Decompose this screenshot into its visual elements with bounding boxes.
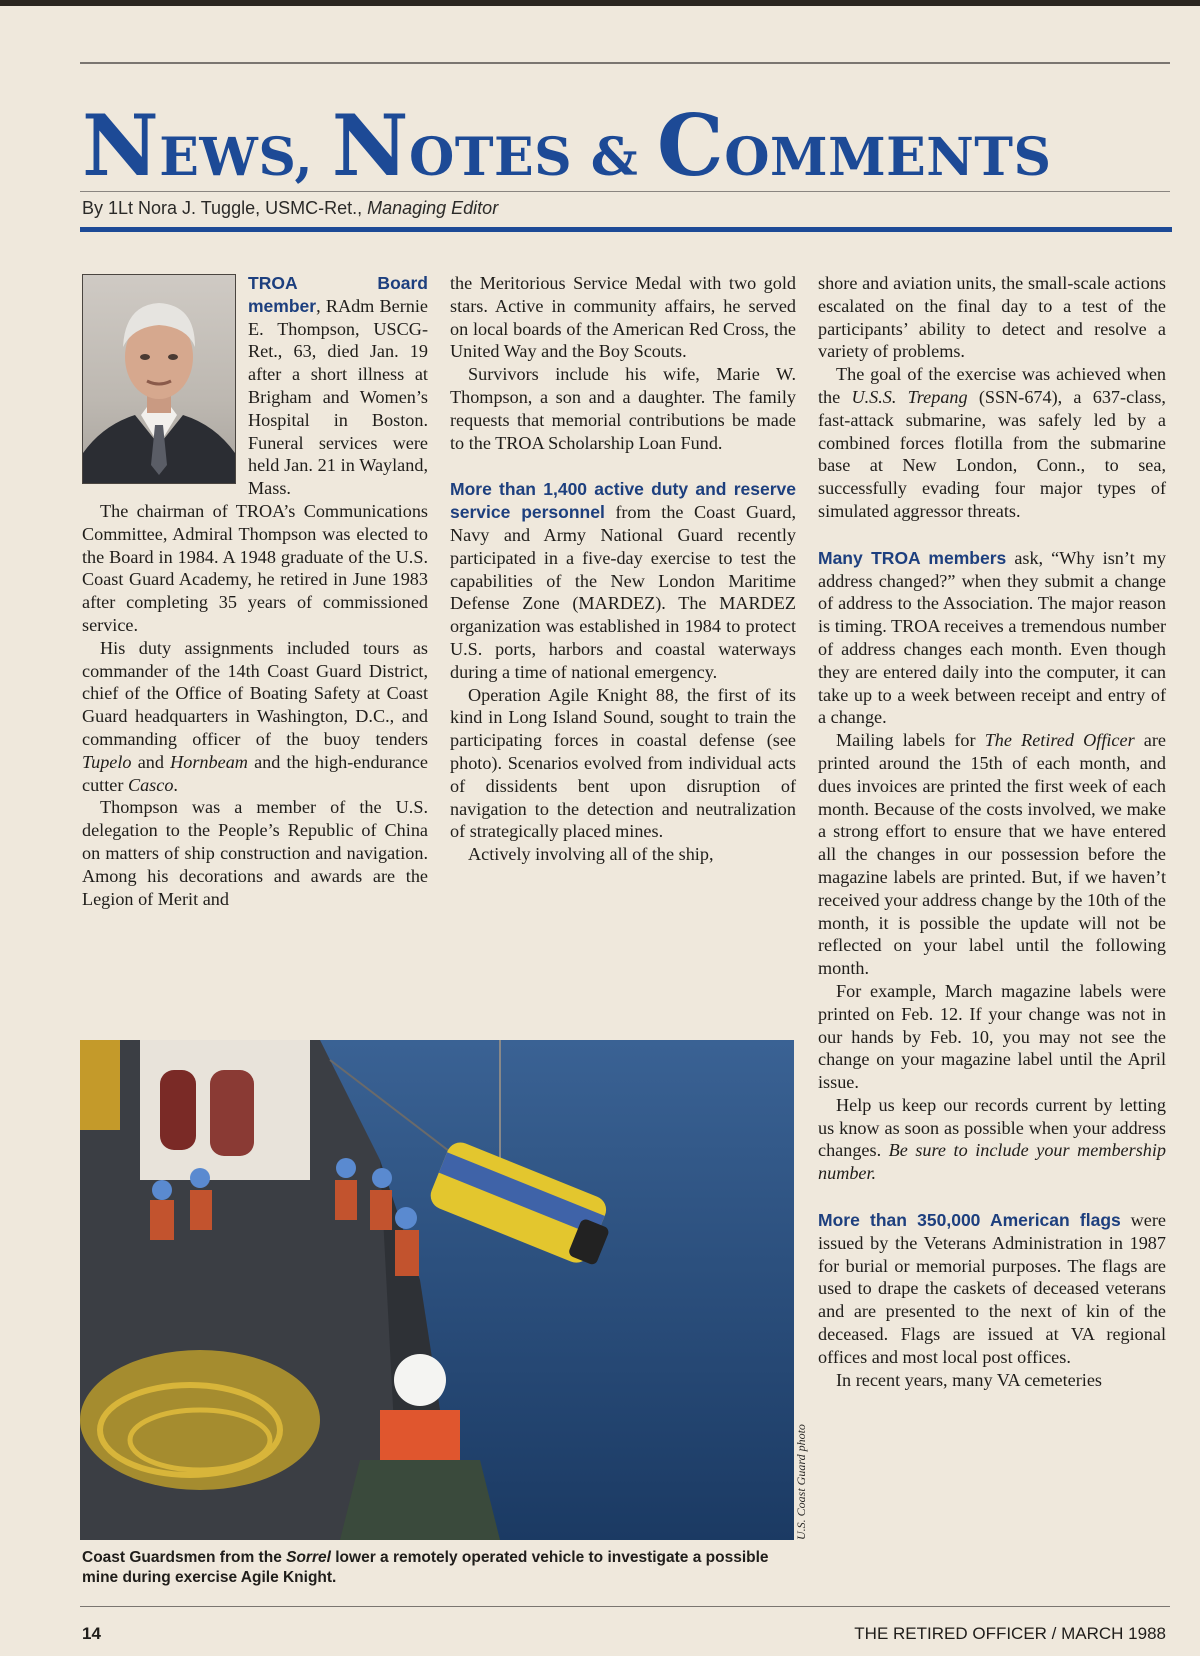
caption-ship-name: Sorrel [286, 1549, 331, 1566]
paragraph [818, 1209, 1166, 1369]
text-run: from the Coast Guard, Navy and Army National Guard recently participated in a five-day exercise to test the capabilities of the New London Maritime Defense Zone (MARDEZ). The MARDEZ organization was established in 1984 to protect U.S. ports, harbors and coastal waterways during a time of national emergency. [450, 502, 797, 682]
photo-credit: U.S. Coast Guard photo [794, 1424, 808, 1540]
paragraph: The chairman of TROA’s Communications Committee, Admiral Thompson was elected to the Board in 1984. A 1948 graduate of the U.S. Coast Guard Academy, he retired in June 1983 after completing 35 years of commissioned service. [82, 500, 428, 635]
text-run: are printed around the 15th of each month, and dues invoices are printed the first week of each month. Because of the costs involved, we make a strong effort to ensure that we have entered all the changes in our possession before the magazine labels are printed. But, if we haven’t received your address change by the 10th of the month, it is possible the update will not be reflected on your label until the following month. [818, 730, 1167, 979]
paragraph [82, 637, 428, 797]
paragraph: Operation Agile Knight 88, the first of its kind in Long Island Sound, sought to train the participating forces in coastal defense (see photo). Scenarios evolved from individual acts of dissidents bent upon disruption of navigation to the detection and neutralization of strategically placed mines. [450, 684, 796, 842]
title-initial-2: N [331, 96, 410, 195]
text-run: were issued by the Veterans Administration in 1987 for burial or memorial purposes. The flags are used to drape the caskets of deceased veterans and are presented to the next of kin of the deceased. Flags are issued at VA regional offices and most local post offices. [818, 1210, 1166, 1367]
text-run: . [173, 774, 178, 795]
text-run: and [131, 751, 171, 772]
photo-illustration [80, 1040, 794, 1540]
text-run: The goal of the exercise was achieved when the [818, 364, 1166, 407]
paragraph [818, 1094, 1166, 1185]
magazine-title: The Retired Officer [984, 730, 1135, 751]
paragraph: In recent years, many VA cemeteries [836, 1369, 1102, 1390]
column-1 [82, 272, 428, 910]
portrait-photo [82, 274, 236, 484]
title-initial-3: C [656, 96, 725, 195]
column-2 [450, 272, 796, 866]
paragraph: Actively involving all of the ship, [468, 844, 714, 865]
paragraph: the Meritorious Service Medal with two gold stars. Active in community affairs, he served on local boards of the American Red Cross, the United Way and the Boy Scouts. [450, 273, 796, 362]
caption-text: lower a remotely operated vehicle to investigate a possible mine during exercise Agile Knight. [82, 1549, 769, 1586]
paragraph: Thompson was a member of the U.S. delegation to the People’s Republic of China on matters of ship construction and navigation. Among his decorations and awards are the Legion of Merit and [82, 797, 428, 909]
text-run: ask, “Why isn’t my address changed?” when they submit a change of address to the Association. The major reason is timing. TROA receives a tremendous number of address changes each month. Even though they are entered daily into the computer, it can take up to a week between receipt and entry of a change. [818, 547, 1166, 728]
portrait-illustration [83, 275, 235, 483]
item-heading-american-flags: More than 350,000 American flags [818, 1210, 1121, 1231]
byline [82, 198, 498, 219]
column-3 [818, 272, 1166, 1391]
paragraph: shore and aviation units, the small-scale actions escalated on the final day to a test of the participants’ ability to detect and resolve a variety of problems. [818, 273, 1166, 362]
byline-author: By 1Lt Nora J. Tuggle, USMC-Ret., [82, 198, 368, 218]
page-top-edge [0, 0, 1200, 6]
ship-name: Casco [127, 774, 174, 795]
title-rule [80, 191, 1170, 192]
page-number: 14 [82, 1624, 101, 1643]
footer-rule [80, 1606, 1170, 1607]
paragraph: Survivors include his wife, Marie W. Thompson, a son and a daughter. The family requests that memorial contributions be made to the TROA Scholarship Loan Fund. [450, 364, 796, 453]
paragraph [450, 478, 796, 683]
title-initial-1: N [82, 96, 160, 195]
paragraph [818, 729, 1166, 980]
item-heading-troa-board-member: TROA Board member [248, 273, 428, 316]
text-run: His duty assignments included tours as commander of the 14th Coast Guard District, chief of the Office of Boating Safety at Coast Guard headquarters in Washington, D.C., and commanding officer of the buoy tenders [82, 637, 428, 749]
ship-name: U.S.S. Trepang [851, 386, 968, 407]
emphasis: Be sure to include your membership number. [818, 1140, 1167, 1184]
paragraph: , RAdm Bernie E. Thompson, USCG-Ret., 63, died Jan. 19 after a short illness at Brigham and Women’s Hospital in Boston. Funeral services were held Jan. 21 in Wayland, Mass. [248, 295, 428, 499]
photo-caption [82, 1548, 802, 1588]
text-run: and the high-endurance cutter [82, 751, 429, 795]
coast-guard-photo [80, 1040, 794, 1540]
ship-name: Tupelo [82, 751, 132, 772]
item-heading-troa-members: Many TROA members [818, 547, 1007, 568]
text-run: Mailing labels for [836, 730, 985, 751]
paragraph [818, 363, 1166, 523]
title-word-comments: OMMENTS [724, 127, 1052, 188]
title-word-notes: OTES & [409, 127, 657, 188]
item-heading-active-duty: More than 1,400 active duty and reserve service personnel [450, 479, 796, 523]
byline-role: Managing Editor [367, 198, 499, 218]
top-rule [80, 62, 1170, 64]
paragraph: For example, March magazine labels were printed on Feb. 12. If your change was not in our hands by Feb. 10, you may not see the change on your magazine label until the April issue. [818, 980, 1166, 1093]
text-run: (SSN-674), a 637-class, fast-attack submarine, was safely led by a combined forces flotilla from the submarine base at New London, Conn., to sea, successfully evading four major types of simulated aggressor threats. [818, 386, 1166, 521]
page-title [82, 96, 1052, 195]
header-blue-rule [80, 227, 1172, 232]
title-word-news: EWS, [159, 127, 332, 188]
running-footer: THE RETIRED OFFICER / MARCH 1988 [854, 1624, 1166, 1643]
text-run: Help us keep our records current by letting us know as soon as possible when your address changes. [818, 1094, 1166, 1161]
caption-text: Coast Guardsmen from the [82, 1549, 287, 1566]
paragraph [818, 547, 1166, 729]
ship-name: Hornbeam [170, 751, 248, 772]
